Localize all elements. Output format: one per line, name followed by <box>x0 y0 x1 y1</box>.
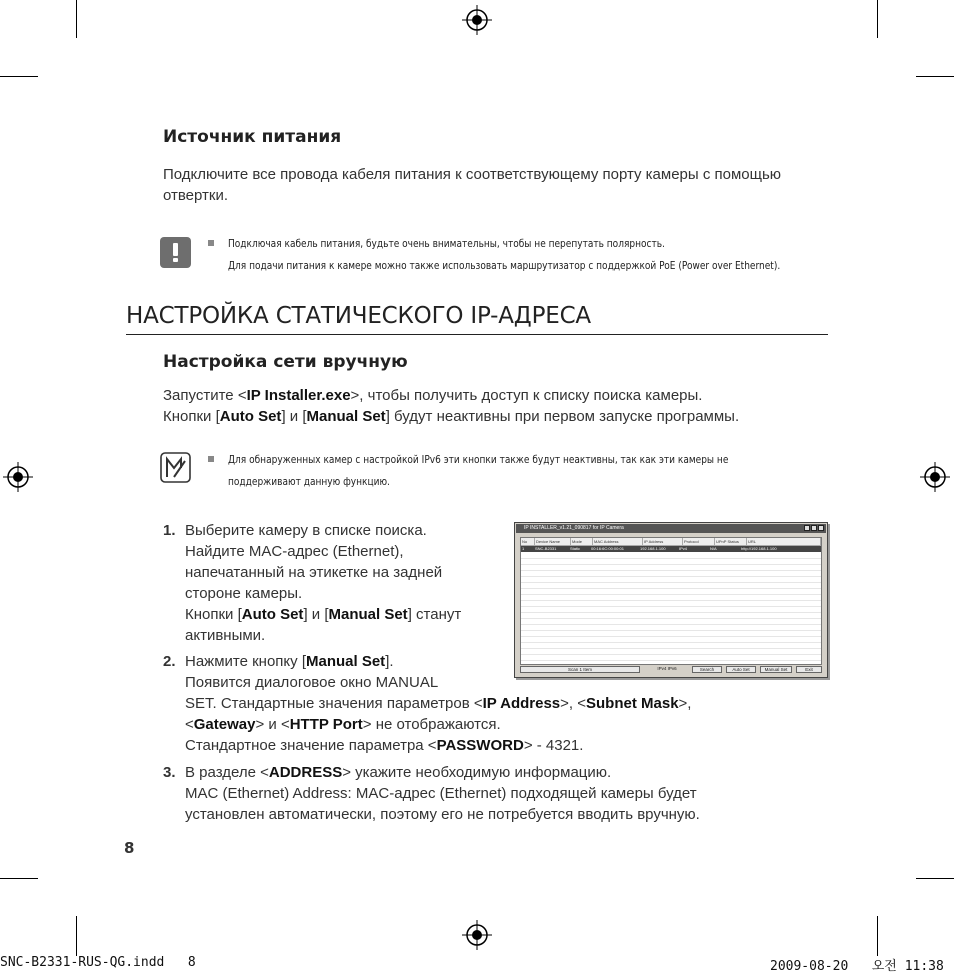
list-header: No Device Name Mode MAC Address IP Address Protocol UPnP Status URL <box>521 538 821 546</box>
registration-mark-icon <box>3 462 33 492</box>
memo-icon <box>160 452 191 483</box>
manual-set-button: Manual Set <box>760 666 792 673</box>
step-number: 2. <box>163 653 176 670</box>
print-date-info: 2009-08-20 오전 11:38 <box>770 959 944 974</box>
crop-mark <box>916 76 954 77</box>
exit-button: Exit <box>796 666 822 673</box>
registration-mark-icon <box>462 920 492 950</box>
warning-icon <box>160 237 191 268</box>
table-row: 1 SNC-B2331 Static 00:16:6C:00:00:01 192.168.1.100 IPv4 N/A http://192.168.1.100 <box>521 546 821 552</box>
manual-note: Для обнаруженных камер с настройкой IPv6 эти кнопки также будут неактивны, так как эти камеры не поддерживают данную функцию. <box>228 453 729 488</box>
crop-mark <box>877 0 878 38</box>
power-paragraph: Подключите все провода кабеля питания к соответствующему порту камеры с помощью отвертки. <box>163 166 782 204</box>
registration-mark-icon <box>920 462 950 492</box>
window-title: IP INSTALLER_v1.21_090817 for IP Camera <box>516 524 826 533</box>
crop-mark <box>76 0 77 38</box>
step-number: 1. <box>163 522 176 539</box>
crop-mark <box>0 76 38 77</box>
close-icon <box>818 525 824 531</box>
window-footer <box>520 666 822 674</box>
crop-mark <box>76 916 77 956</box>
section-heading-power: Источник питания <box>163 127 342 147</box>
step-1-text: Выберите камеру в списке поиска. Найдите MAC-адрес (Ethernet), напечатанный на этикетке на задней стороне камеры. Кнопки [Auto Set] и [Manual Set] станут активными. <box>185 522 462 644</box>
crop-mark <box>0 878 38 879</box>
crop-mark <box>877 916 878 956</box>
step-number: 3. <box>163 764 176 781</box>
crop-mark <box>916 878 954 879</box>
camera-list <box>520 537 822 665</box>
ip-installer-screenshot <box>514 522 828 678</box>
manual-paragraph: Запустите <IP Installer.exe>, чтобы получить доступ к списку поиска камеры. Кнопки [Auto Set] и [Manual Set] будут неактивны при первом запуске программы. <box>163 387 740 425</box>
step-3-text: В разделе <ADDRESS> укажите необходимую информацию. MAC (Ethernet) Address: MAC-адрес (Ethernet) подходящей камеры будет установлен автоматически, поэтому его не потребуется вводить вручную. <box>185 764 700 823</box>
minimize-icon <box>804 525 810 531</box>
section-heading-manual: Настройка сети вручную <box>163 352 408 372</box>
list-grid <box>521 553 821 664</box>
registration-mark-icon <box>462 5 492 35</box>
maximize-icon <box>811 525 817 531</box>
page-number: 8 <box>124 839 135 857</box>
note-bullet <box>208 456 214 462</box>
auto-set-button: Auto Set <box>726 666 756 673</box>
print-file-info: SNC-B2331-RUS-QG.indd 8 <box>0 955 196 970</box>
search-button: Search <box>692 666 722 673</box>
page-title: НАСТРОЙКА СТАТИЧЕСКОГО IP-АДРЕСА <box>126 303 591 329</box>
scan-status: Scan 1 Item <box>520 666 640 673</box>
step-2-text: Нажмите кнопку [Manual Set]. Появится диалоговое окно MANUAL SET. Стандартные значения параметров <IP Address>, <Subnet Mask>, <Gateway> и <HTTP Port> не отображаются. Стандартное значение параметра <PASSWORD> - 4321. <box>185 653 692 754</box>
title-divider <box>126 334 828 335</box>
note-bullet <box>208 240 214 246</box>
power-note: Подключая кабель питания, будьте очень внимательны, чтобы не перепутать полярность. Для подачи питания к камере можно также использовать маршрутизатор с поддержкой PoE (Power over Ethernet). <box>228 237 781 272</box>
protocol-select: IPv4 IPv6 <box>645 666 689 673</box>
